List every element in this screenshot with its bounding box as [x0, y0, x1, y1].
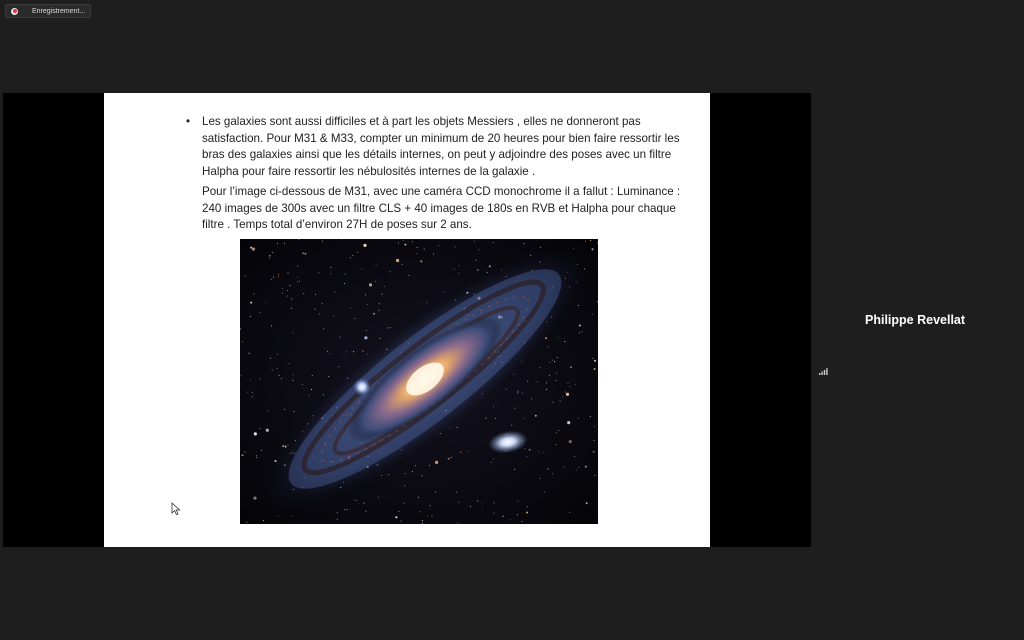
- screen-share-area: [3, 93, 811, 547]
- andromeda-galaxy-photo: [240, 239, 598, 524]
- recording-indicator[interactable]: [5, 4, 91, 18]
- recording-label: Enregistrement...: [32, 7, 86, 15]
- slide-paragraph-2: Pour l’image ci-dessous de M31, avec une caméra CCD monochrome il a fallut : Luminance : 240 images de 300s avec un filtre CLS + 40 images de 180s en RVB et Halpha pour chaque filtre . Temps total d’environ 27H de poses sur 2 ans.: [202, 185, 681, 231]
- participant-name: Philippe Revellat: [865, 313, 966, 327]
- mouse-cursor-icon: [171, 502, 181, 516]
- slide-paragraph-1: Les galaxies sont aussi difficiles et à part les objets Messiers , elles ne donneront pas satisfaction. Pour M31 & M33, compter un minimum de 20 heures pour bien faire ressortir les bras des galaxies ainsi que les détails internes, on peut y adjoindre des poses avec un filtre Halpha pour faire ressortir les nébulosités internes de la galaxie .: [202, 115, 680, 178]
- slide-text: [186, 114, 696, 234]
- connection-signal-icon[interactable]: [819, 367, 828, 375]
- bullet-glyph: •: [186, 115, 191, 128]
- record-icon: [11, 8, 18, 15]
- presentation-slide: [104, 93, 710, 547]
